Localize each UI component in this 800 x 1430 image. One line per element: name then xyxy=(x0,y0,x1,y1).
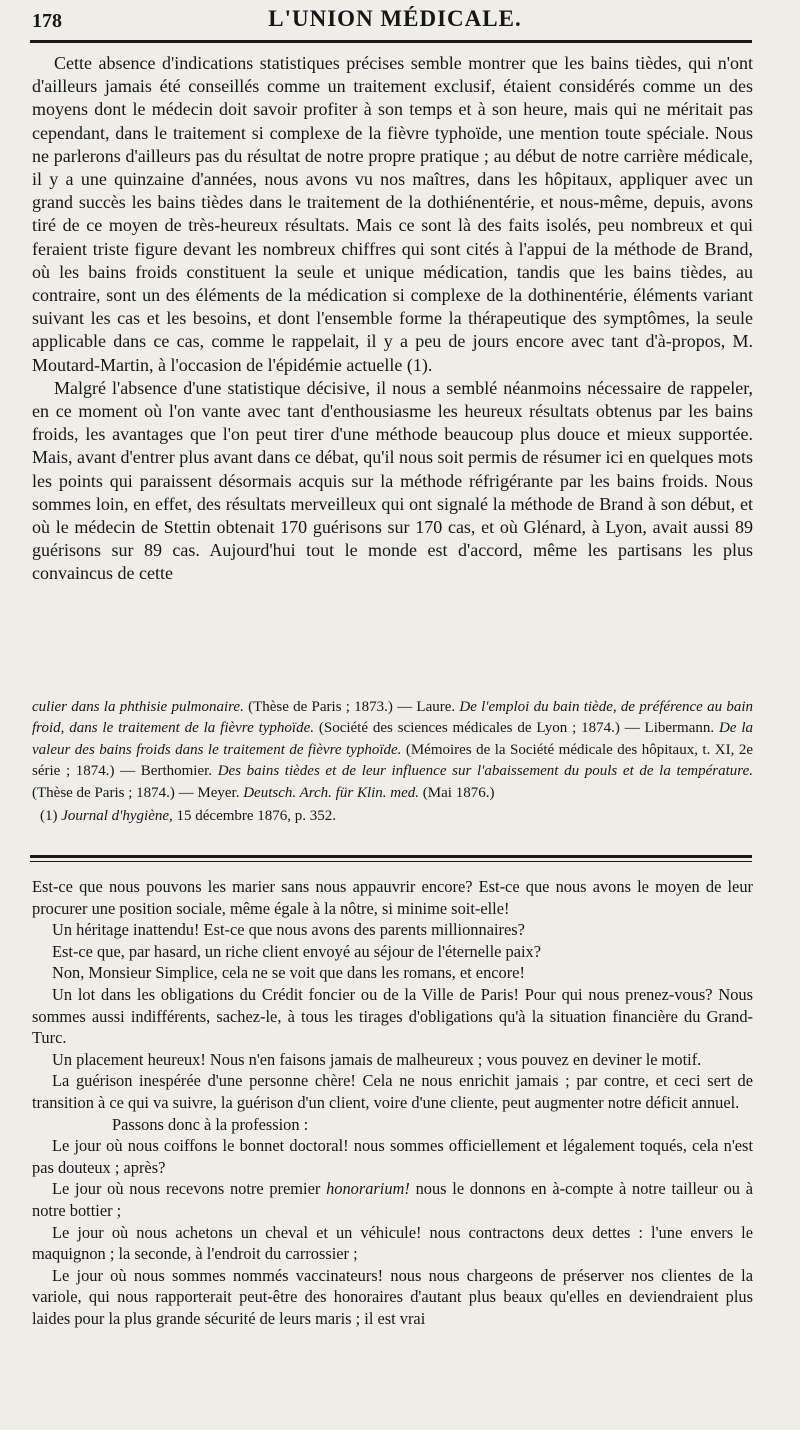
feuilleton-italic: honorarium! xyxy=(326,1179,410,1199)
reference-title: De la valeur des bains froids dans le traitement de fièvre typhoïde. xyxy=(32,720,753,758)
reference-title: De l'emploi du bain tiède, de préférence au bain froid, dans le traitement de la fièvre typhoïde. xyxy=(32,699,753,737)
feuilleton-paragraph: Le jour où nous coiffons le bonnet doctoral! nous sommes officiellement et légalement toqués, cela n'est pas douteux ; après? xyxy=(32,1136,753,1177)
feuilleton-text: nous le donnons en à-compte à notre tailleur ou à notre bottier ; xyxy=(32,1179,753,1220)
reference-source: (Société des sciences médicales de Lyon ; 1874.) — Libermann. xyxy=(314,720,719,737)
article-body xyxy=(32,52,753,586)
feuilleton-paragraph: Est-ce que, par hasard, un riche client envoyé au séjour de l'éternelle paix? xyxy=(52,941,541,961)
footnote xyxy=(32,806,753,827)
footnote-text: 15 décembre 1876, p. 352. xyxy=(172,808,337,825)
feuilleton-paragraph: Non, Monsieur Simplice, cela ne se voit que dans les romans, et encore! xyxy=(52,963,525,983)
feuilleton-paragraph: Un lot dans les obligations du Crédit foncier ou de la Ville de Paris! Pour qui nous prenez-vous? Nous sommes aussi indifférents, sachez-le, à tous les tirages d'obligations qu'à la situation financière du Grand-Turc. xyxy=(32,984,753,1048)
bibliography-references xyxy=(32,697,753,804)
feuilleton-paragraph: Le jour où nous sommes nommés vaccinateurs! nous nous chargeons de préserver nos clientes de la variole, qui nous rapporterait peut-être des honoraires d'autant plus beaux qu'elles en deviendraient plus laides pour la plus grande sécurité de leurs maris ; il est vrai xyxy=(32,1265,753,1328)
feuilleton-text: Le jour où nous recevons notre premier xyxy=(52,1179,327,1199)
feuilleton-paragraph: Le jour où nous achetons un cheval et un véhicule! nous contractons deux dettes : l'une envers le maquignon ; la seconde, à l'endroit du carrossier ; xyxy=(32,1222,753,1264)
journal-title: L'UNION MÉDICALE. xyxy=(268,6,522,31)
reference-source: (Thèse de Paris ; 1874.) — Meyer. xyxy=(32,784,244,801)
reference-title: Des bains tièdes et de leur influence sur l'abaissement du pouls et de la température. xyxy=(217,763,753,780)
reference-source: (Thèse de Paris ; 1873.) — Laure. xyxy=(243,699,460,715)
feuilleton-rule xyxy=(30,855,752,858)
article-paragraph: Malgré l'absence d'une statistique décisive, il nous a semblé néanmoins nécessaire de rappeler, en ce moment où l'on vante avec tant d'enthousiasme les heureux résultats obtenus par les bains froids, les avantages que l'on peut tirer d'une méthode beaucoup plus douce et mieux supportée. Mais, avant d'entrer plus avant dans ce débat, qu'il nous soit permis de résumer ici en quelques mots les points qui paraissent désormais acquis sur la méthode réfrigérante par les bains froids. Nous sommes loin, en effet, des résultats merveilleux qui ont signalé la méthode de Brand à son début, et où le médecin de Stettin obtenait 170 guérisons sur 170 cas, et où Glénard, à Lyon, avait aussi 89 guérisons sur 89 cas. Aujourd'hui tout le monde est d'accord, même les partisans les plus convaincus de cette xyxy=(32,377,753,584)
feuilleton-paragraph: Est-ce que nous pouvons les marier sans nous appauvrir encore? Est-ce que nous avons le moyen de leur procurer une position sociale, même égale à la nôtre, si minime soit-elle! xyxy=(32,877,753,918)
feuilleton-paragraph: Un héritage inattendu! Est-ce que nous avons des parents millionnaires? xyxy=(52,920,525,940)
feuilleton-section xyxy=(32,876,753,1329)
reference-source: (Mémoires de la Société médicale des hôpitaux, t. XI, 2e série ; 1874.) — Berthomier. xyxy=(32,741,753,780)
footnote-mark: (1) xyxy=(40,808,62,825)
feuilleton-paragraph: Un placement heureux! Nous n'en faisons jamais de malheureux ; vous pouvez en deviner le motif. xyxy=(52,1049,702,1069)
feuilleton-paragraph: Passons donc à la profession : xyxy=(112,1114,309,1134)
page-number: 178 xyxy=(32,10,62,32)
reference-title: culier dans la phthisie pulmonaire. xyxy=(32,699,244,715)
feuilleton-rule-thin xyxy=(30,861,752,862)
footnote-title: Journal d'hygiène, xyxy=(61,808,173,825)
article-paragraph: Cette absence d'indications statistiques précises semble montrer que les bains tièdes, qui n'ont d'ailleurs jamais été conseillés comme un traitement exclusif, étaient considérés comme un des moyens dont le médecin doit savoir profiter à son temps et à son heure, mais qui ne méritait pas cependant, dans le traitement si complexe de la fièvre typhoïde, une mention toute spéciale. Nous ne parlerons d'ailleurs pas du résultat de notre propre pratique ; au début de notre carrière médicale, il y a une quinzaine d'années, nous avons vu nos maîtres, dans les hôpitaux, appliquer avec un grand succès les bains tièdes dans le traitement de la dothiénentérie, et nous-même, depuis, avons tiré de ce moyen de très-heureux résultats. Mais ce sont là des faits isolés, peu nombreux et qui feraient triste figure devant les nombreux chiffres qui sont cités à l'appui de la méthode de Brand, où les bains froids constituent la seule et unique médication, tandis que les bains tièdes, au contraire, sont un des éléments de la médication si complexe de la dothinentérie, éléments variant suivant les cas et les besoins, et dont l'ensemble forme la thérapeutique des symptômes, la seule applicable dans ce cas, comme le rappelait, il y a peu de jours encore avec tant d'à-propos, M. Moutard-Martin, à l'occasion de l'épidémie actuelle (1). xyxy=(32,53,753,375)
reference-source: (Mai 1876.) xyxy=(419,784,495,801)
footnotes xyxy=(32,697,753,827)
header-rule xyxy=(30,40,752,43)
feuilleton-paragraph: La guérison inespérée d'une personne chère! Cela ne nous enrichit jamais ; par contre, et ceci sert de transition à ce qui va suivre, la guérison d'un client, voire d'une cliente, peut augmenter notre déficit annuel. xyxy=(32,1071,753,1112)
reference-title: Deutsch. Arch. für Klin. med. xyxy=(243,784,420,801)
page-header xyxy=(30,4,760,34)
feuilleton-paragraph xyxy=(32,1178,753,1221)
